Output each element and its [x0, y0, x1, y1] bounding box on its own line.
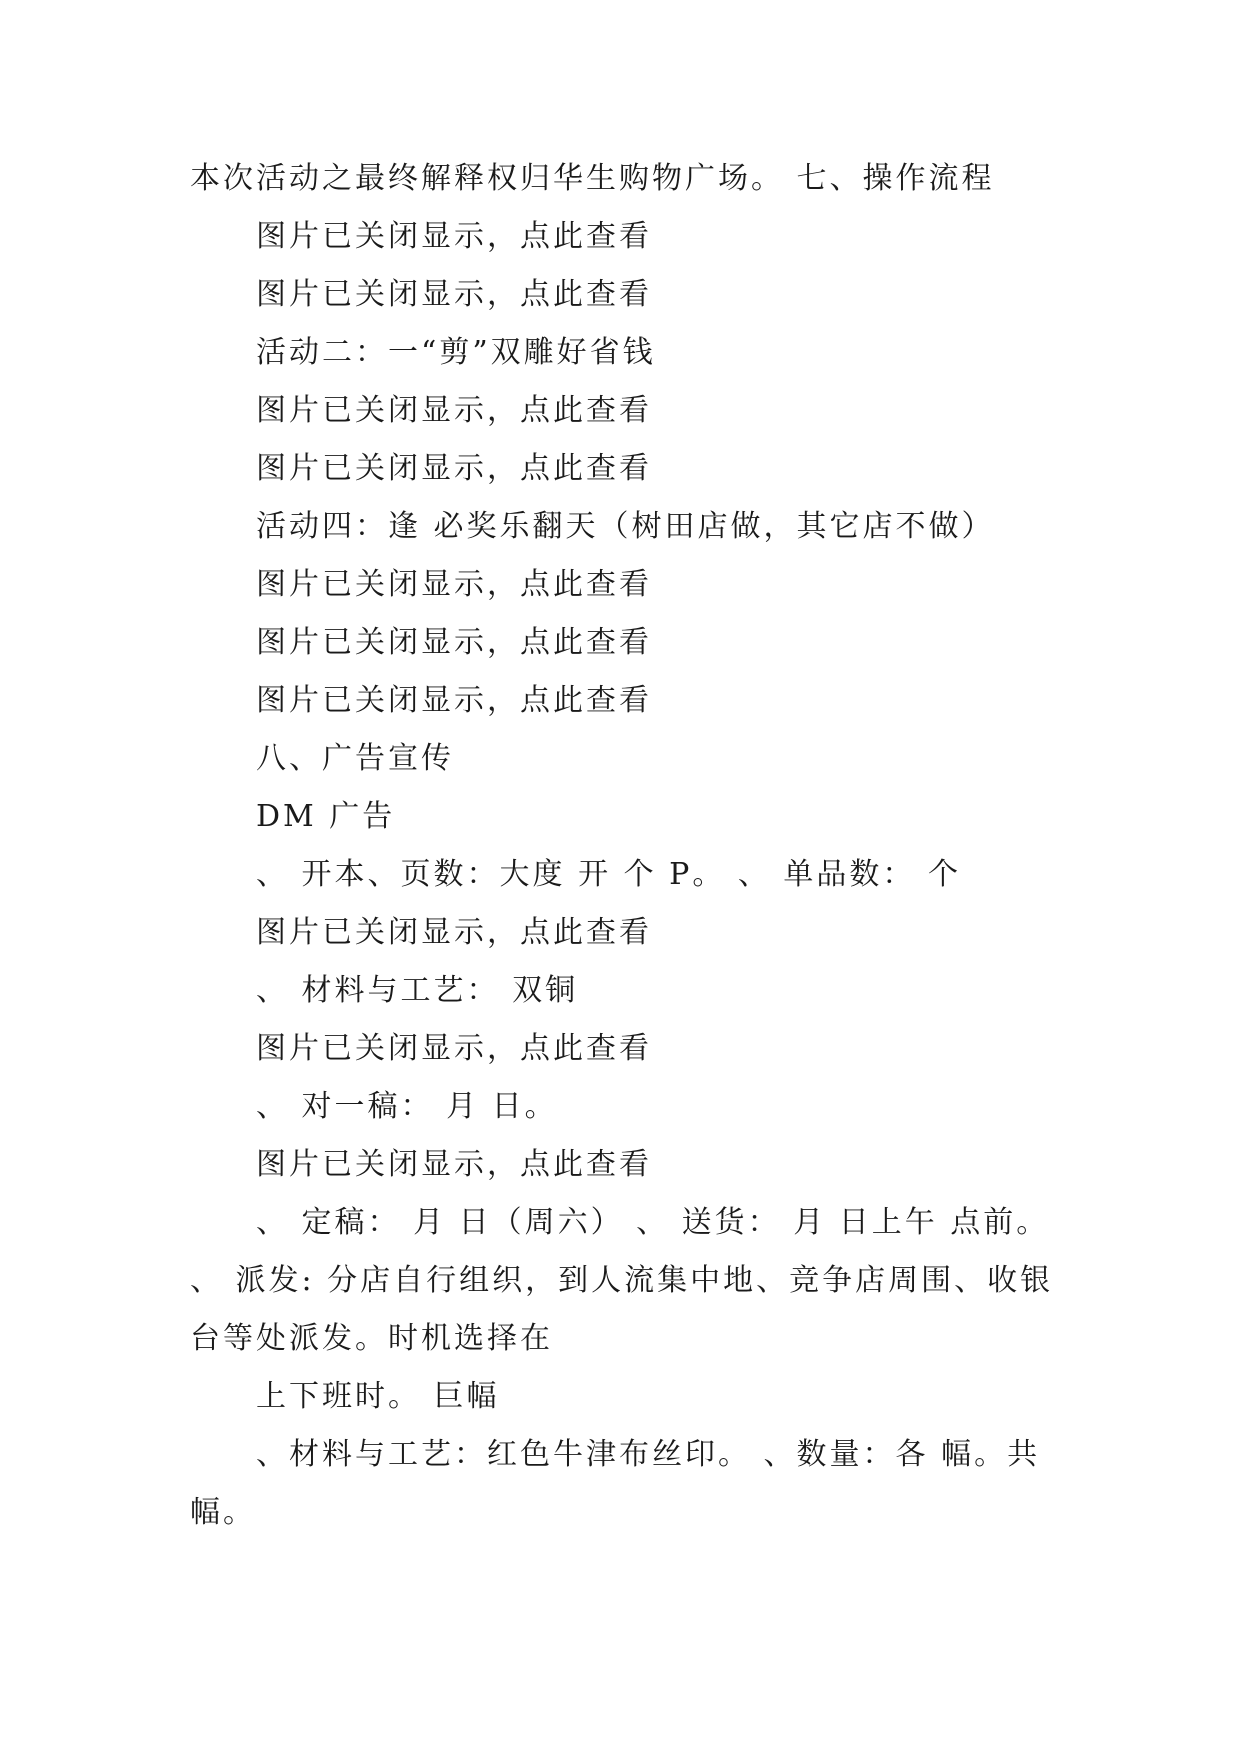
- paragraph: 、 材料与工艺： 双铜: [256, 973, 579, 1008]
- paragraph: 活动二：一“剪”双雕好省钱: [256, 335, 656, 370]
- hidden-image-link[interactable]: 图片已关闭显示，点此查看: [256, 1147, 652, 1182]
- paragraph: 、 对一稿： 月 日。: [256, 1089, 558, 1124]
- paragraph: DM 广告: [256, 799, 396, 834]
- hidden-image-link[interactable]: 图片已关闭显示，点此查看: [256, 277, 652, 312]
- paragraph: 本次活动之最终解释权归华生购物广场。 七、操作流程: [190, 161, 995, 196]
- hidden-image-link[interactable]: 图片已关闭显示，点此查看: [256, 1031, 652, 1066]
- hidden-image-link[interactable]: 图片已关闭显示，点此查看: [256, 625, 652, 660]
- hidden-image-link[interactable]: 图片已关闭显示，点此查看: [256, 393, 652, 428]
- paragraph: 八、广告宣传: [256, 741, 454, 776]
- hidden-image-link[interactable]: 图片已关闭显示，点此查看: [256, 683, 652, 718]
- hidden-image-link[interactable]: 图片已关闭显示，点此查看: [256, 219, 652, 254]
- paragraph: 、 开本、页数：大度 开 个 P。 、 单品数： 个: [256, 857, 961, 892]
- paragraph: 、 定稿： 月 日（周六） 、 送货： 月 日上午 点前。 、 派发: 分店自行组织，到人流集中地、竞争店周围、收银台等处派发。时机选择在: [190, 1205, 1054, 1356]
- paragraph: 、材料与工艺：红色牛津布丝印。 、数量：各 幅。共幅。: [190, 1437, 1041, 1530]
- hidden-image-link[interactable]: 图片已关闭显示，点此查看: [256, 915, 652, 950]
- paragraph: 上下班时。 巨幅: [256, 1379, 500, 1414]
- hidden-image-link[interactable]: 图片已关闭显示，点此查看: [256, 567, 652, 602]
- hidden-image-link[interactable]: 图片已关闭显示，点此查看: [256, 451, 652, 486]
- paragraph: 活动四：逢 必奖乐翻天（树田店做，其它店不做）: [256, 509, 995, 544]
